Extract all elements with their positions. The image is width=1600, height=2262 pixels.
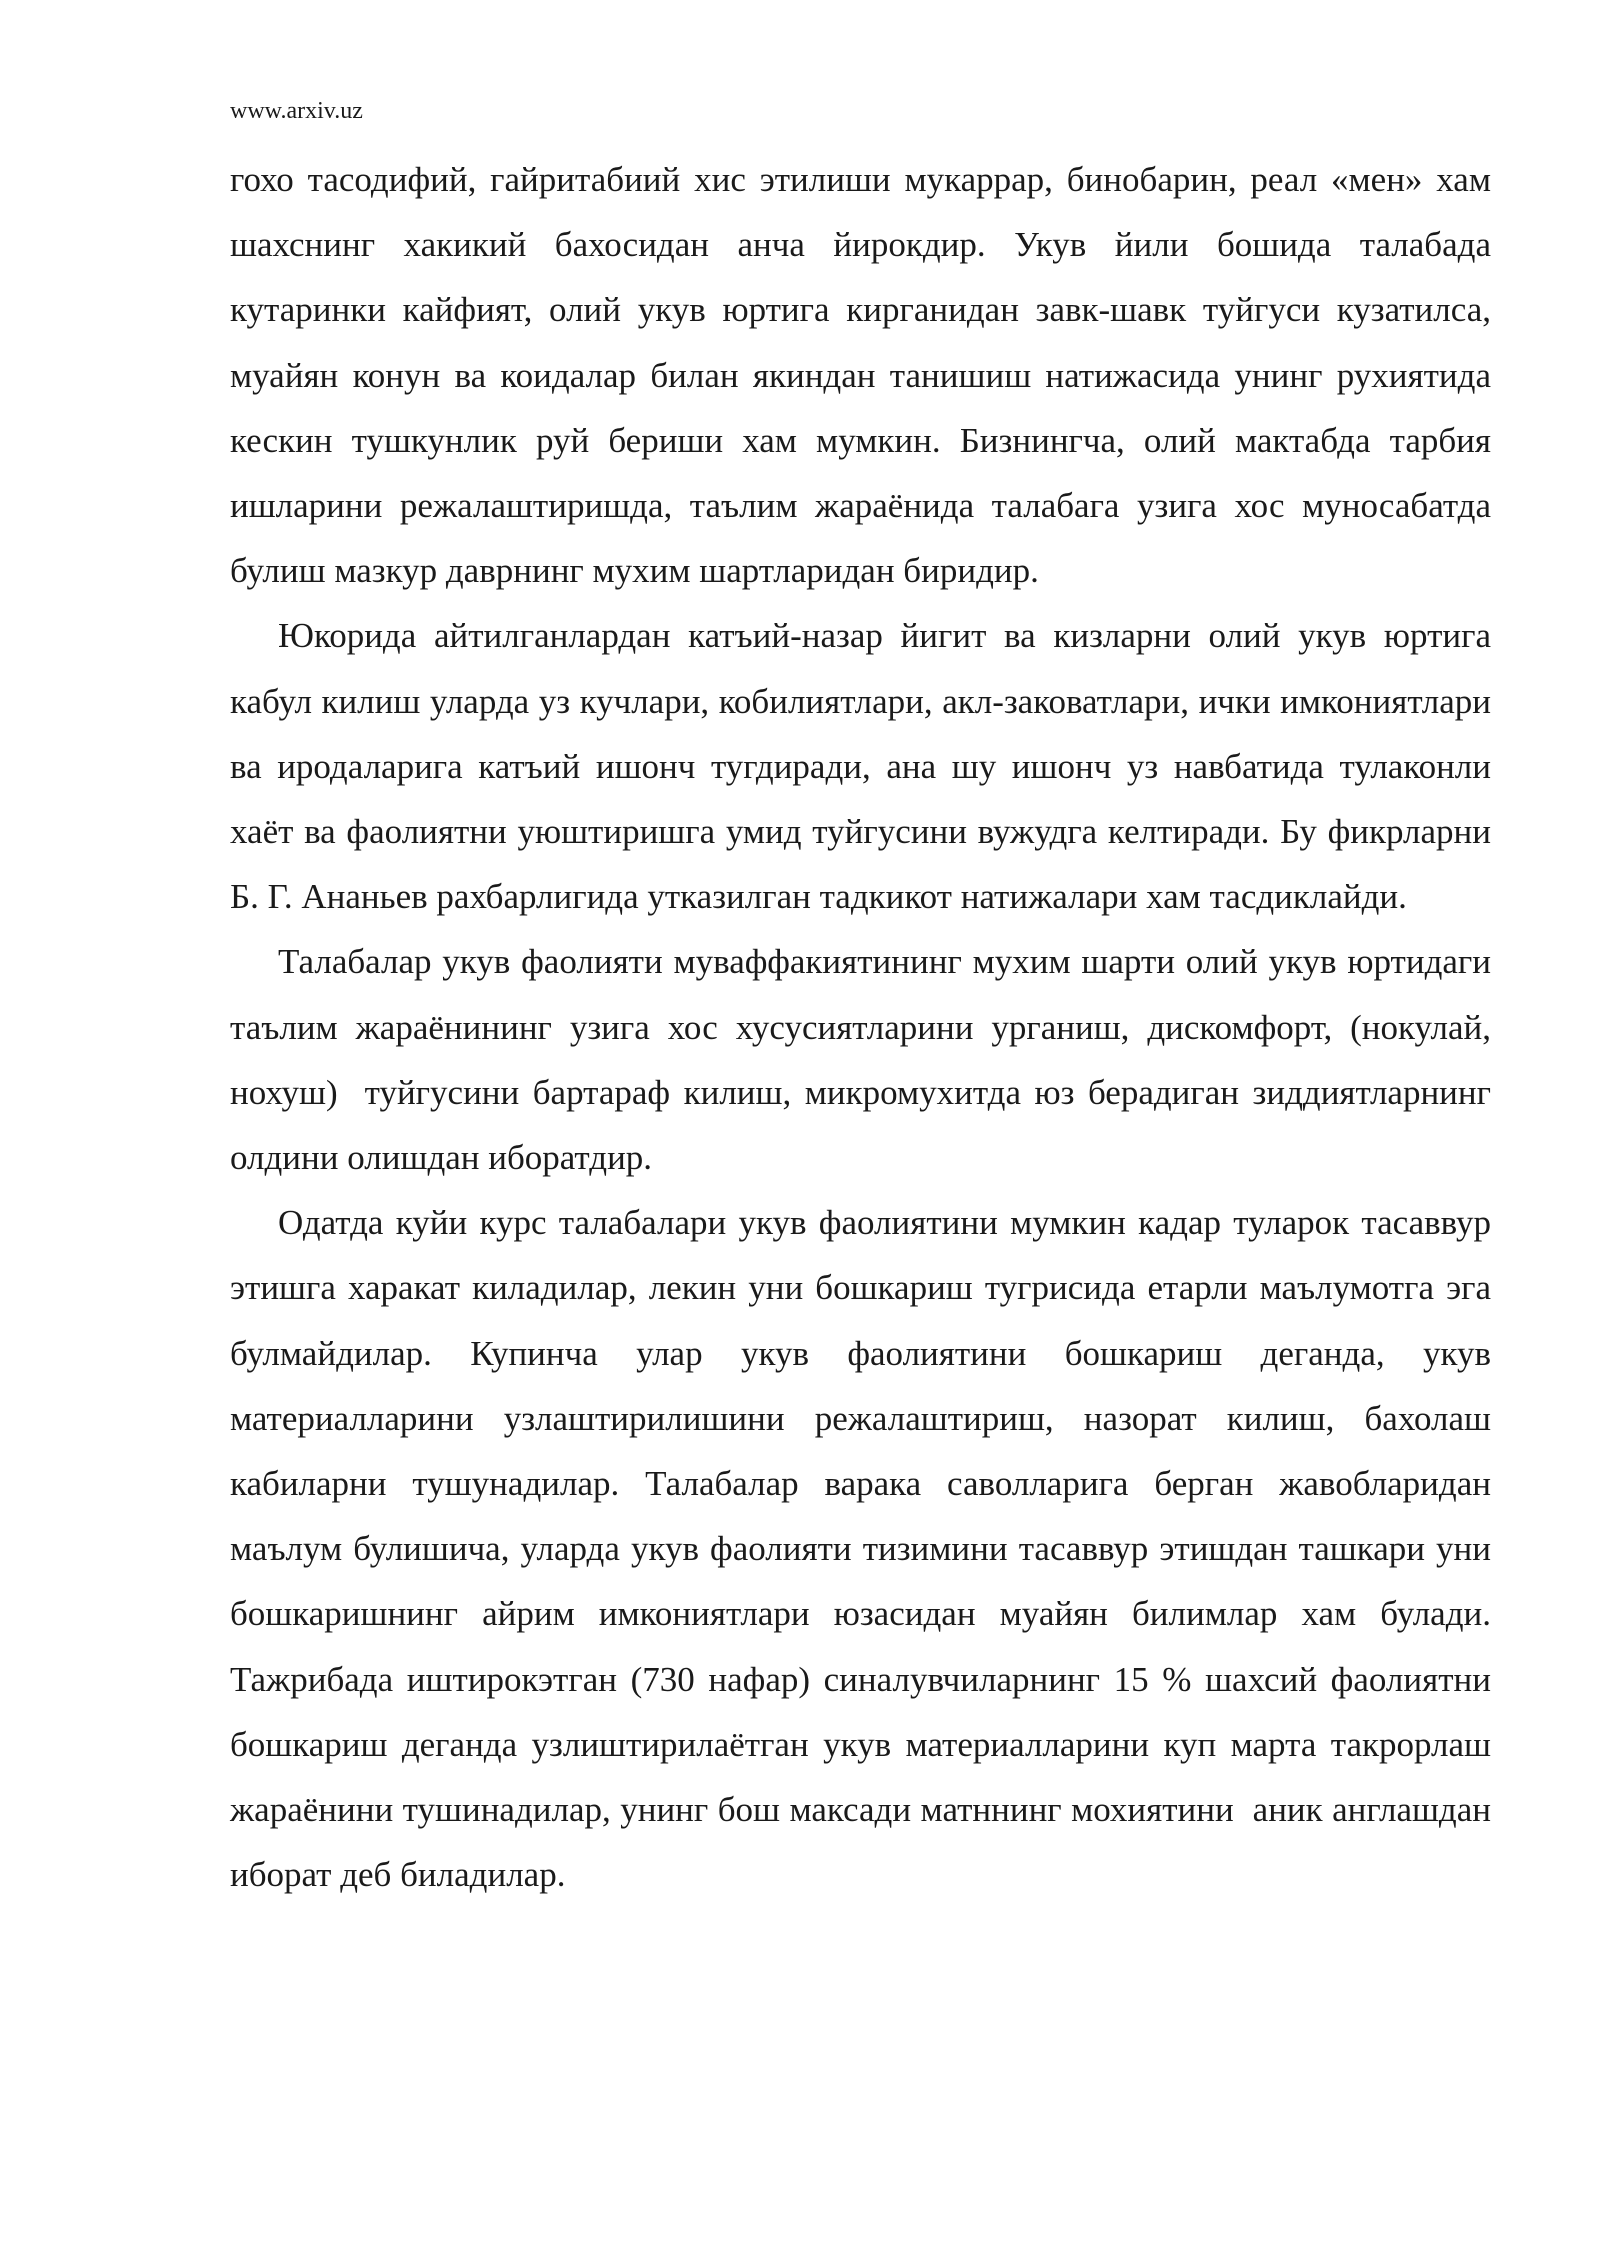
paragraph-1: гохо тасодифий, гайритабиий хис этилиши мукаррар, бинобарин, реал «мен» хам шахснинг хакикий бахосидан анча йирокдир. Укув йили бошида талабада кутаринки кайфият, олий укув юртига кирганидан завк-шавк туйгуси кузатилса, муайян конун ва коидалар билан якиндан танишиш натижасида унинг рухиятида кескин тушкунлик руй бериши хам мумкин. Бизнингча, олий мактабда тарбия ишларини режалаштиришда, таълим жараёнида талабага узига хос муносабатда булиш мазкур даврнинг мухим шартларидан биридир.: [230, 160, 1500, 591]
paragraph-2: Юкорида айтилганлардан катъий-назар йигит ва кизларни олий укув юртига кабул килиш уларда уз кучлари, кобилиятлари, акл-заковатлари, ички имкониятлари ва иродаларига катъий ишонч тугдиради, ана шу ишонч уз навбатида тулаконли хаёт ва фаолиятни уюштиришга умид туйгусини вужудга келтиради. Бу фикрларни Б. Г. Ананьев рахбарлигида утказилган тадкикот натижалари хам тасдиклайди.: [230, 616, 1500, 917]
paragraph-3: Талабалар укув фаолияти муваффакиятининг мухим шарти олий укув юртидаги таълим жараёнининг узига хос хусусиятларини урганиш, дискомфорт, (нокулай, нохуш) туйгусини бартараф килиш, микромухитда юз берадиган зиддиятларнинг олдини олишдан иборатдир.: [230, 942, 1500, 1178]
header-url: www.arxiv.uz: [230, 98, 363, 124]
paragraph-4: Одатда куйи курс талабалари укув фаолиятини мумкин кадар туларок тасаввур этишга харакат киладилар, лекин уни бошкариш тугрисида етарли маълумотга эга булмайдилар. Купинча улар укув фаолиятини бошкариш деганда, укув материалларини узлаштирилишини режалаштириш, назорат килиш, бахолаш кабиларни тушунадилар. Талабалар варака саволларига берган жавобларидан маълум булишича, уларда укув фаолияти тизимини тасаввур этишдан ташкари уни бошкаришнинг айрим имкониятлари юзасидан муайян билимлар хам булади. Тажрибада иштирокэтган (730 нафар) синалувчиларнинг 15 % шахсий фаолиятни бошкариш деганда узлиштирилаётган укув материалларини куп марта такрорлаш жараёнини тушинадилар, унинг бош максади матннинг мохиятини аник англашдан иборат деб биладилар.: [230, 1203, 1500, 1895]
document-body: [230, 147, 1500, 1907]
